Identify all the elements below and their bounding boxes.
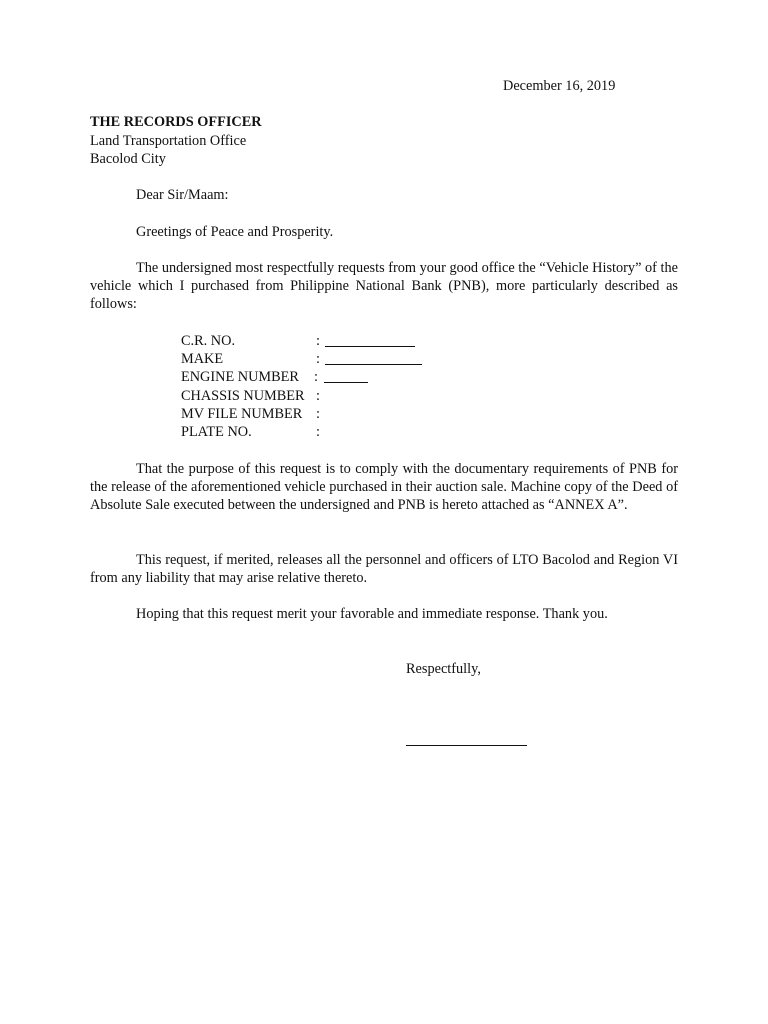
- detail-colon: :: [316, 387, 320, 404]
- detail-label: C.R. NO.: [181, 333, 236, 349]
- fill-in-blank: [324, 368, 368, 383]
- recipient-city: Bacolod City: [90, 151, 166, 167]
- detail-colon: :: [314, 369, 318, 386]
- detail-colon: :: [316, 333, 320, 349]
- detail-label: ENGINE NUMBER: [181, 369, 299, 386]
- closing-line: Respectfully,: [406, 661, 481, 677]
- letter-date: December 16, 2019: [503, 78, 616, 94]
- detail-colon: :: [316, 405, 320, 422]
- recipient-address: [90, 113, 262, 169]
- greeting: Greetings of Peace and Prosperity.: [136, 224, 334, 240]
- salutation: Dear Sir/Maam:: [136, 187, 229, 203]
- detail-colon: :: [316, 423, 320, 440]
- request-paragraph: The undersigned most respectfully requests from your good office the “Vehicle History” of the vehicle which I purchased from Philippine National Bank (PNB), more particularly described as follows:: [90, 260, 678, 313]
- recipient-office: Land Transportation Office: [90, 132, 247, 149]
- detail-colon: :: [316, 351, 320, 368]
- purpose-paragraph: That the purpose of this request is to comply with the documentary requirements of PNB for the release of the aforementioned vehicle purchased in their auction sale. Machine copy of the Deed of Absolute Sale executed between the undersigned and PNB is hereto attached as “ANNEX A”.: [90, 461, 678, 514]
- recipient-title: THE RECORDS OFFICER: [90, 114, 262, 130]
- detail-label: PLATE NO.: [181, 423, 252, 440]
- liability-paragraph: This request, if merited, releases all the personnel and officers of LTO Bacolod and Region VI from any liability that may arise relative thereto.: [90, 552, 678, 587]
- detail-label: CHASSIS NUMBER: [181, 387, 305, 404]
- closing-paragraph: Hoping that this request merit your favorable and immediate response. Thank you.: [136, 606, 608, 622]
- fill-in-blank: [325, 332, 415, 347]
- detail-label: MV FILE NUMBER: [181, 405, 303, 422]
- fill-in-blank: [325, 350, 422, 365]
- detail-label: MAKE: [181, 351, 224, 368]
- signature-line: [406, 731, 527, 746]
